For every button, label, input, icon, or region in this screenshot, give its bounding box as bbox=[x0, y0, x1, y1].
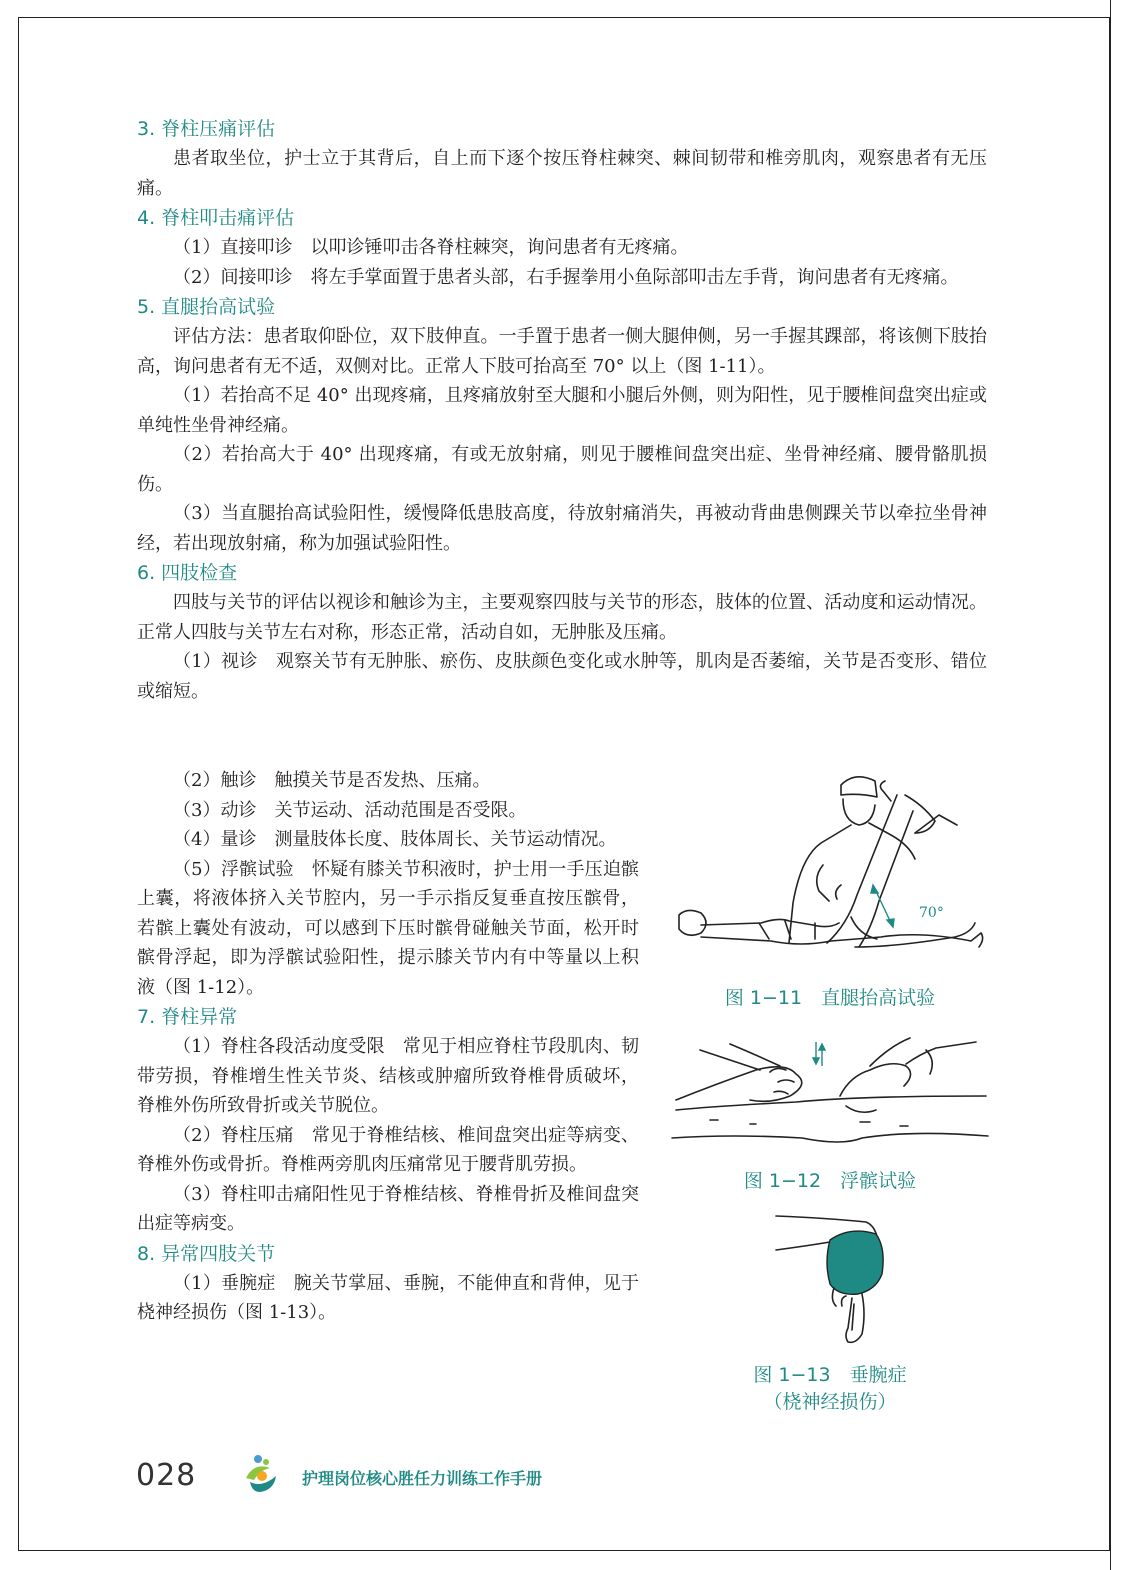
nursing-logo-icon bbox=[240, 1452, 284, 1496]
book-title: 护理岗位核心胜任力训练工作手册 bbox=[302, 1469, 543, 1488]
section-heading-3: 3. 脊柱压痛评估 bbox=[137, 118, 276, 140]
section-heading-4: 4. 脊柱叩击痛评估 bbox=[137, 207, 295, 229]
paragraph: （3）动诊 关节运动、活动范围是否受限。 bbox=[173, 799, 527, 821]
paragraph: （2）脊柱压痛 常见于脊椎结核、椎间盘突出症等病变、脊椎外伤或骨折。脊椎两旁肌肉压痛常见于腰背肌劳损。 bbox=[137, 1124, 639, 1175]
figure-1-13-caption-line2: （桡神经损伤） bbox=[763, 1391, 897, 1413]
narrow-text-column bbox=[137, 766, 639, 1328]
paragraph: （1）视诊 观察关节有无肿胀、瘀伤、皮肤颜色变化或水肿等，肌肉是否萎缩，关节是否变形、错位或缩短。 bbox=[137, 651, 987, 702]
paragraph: 患者取坐位，护士立于其背后，自上而下逐个按压脊柱棘突、棘间韧带和椎旁肌肉，观察患者有无压痛。 bbox=[137, 148, 987, 199]
paragraph: （1）直接叩诊 以叩诊锤叩击各脊柱棘突，询问患者有无疼痛。 bbox=[173, 237, 689, 258]
paragraph: 四肢与关节的评估以视诊和触诊为主，主要观察四肢与关节的形态，肢体的位置、活动度和运动情况。正常人四肢与关节左右对称，形态正常，活动自如，无肿胀及压痛。 bbox=[137, 592, 987, 643]
paragraph: （1）垂腕症 腕关节掌屈、垂腕，不能伸直和背伸，见于桡神经损伤（图 1-13）。 bbox=[137, 1272, 639, 1323]
section-heading-7: 7. 脊柱异常 bbox=[137, 1006, 238, 1028]
page-edge-rule bbox=[1110, 0, 1111, 1570]
paragraph: （2）间接叩诊 将左手掌面置于患者头部，右手握拳用小鱼际部叩击左手背，询问患者有无疼痛。 bbox=[173, 266, 959, 288]
paragraph: （4）量诊 测量肢体长度、肢体周长、关节运动情况。 bbox=[173, 829, 617, 850]
figure-1-13-caption bbox=[700, 1362, 960, 1416]
section-heading-5: 5. 直腿抬高试验 bbox=[137, 296, 276, 318]
figure-1-11-caption: 图 1−11 直腿抬高试验 bbox=[724, 987, 936, 1009]
paragraph: （2）若抬高大于 40° 出现疼痛，有或无放射痛，则见于腰椎间盘突出症、坐骨神经痛、腰骨骼肌损伤。 bbox=[137, 444, 987, 495]
angle-label: 70° bbox=[919, 905, 944, 921]
paragraph: （3）当直腿抬高试验阳性，缓慢降低患肢高度，待放射痛消失，再被动背曲患侧踝关节以牵拉坐骨神经，若出现放射痛，称为加强试验阳性。 bbox=[137, 503, 987, 554]
figure-1-13-caption-line1: 图 1−13 垂腕症 bbox=[753, 1364, 907, 1386]
main-text-column bbox=[137, 114, 987, 706]
section-heading-8: 8. 异常四肢关节 bbox=[137, 1242, 276, 1265]
paragraph: （3）脊柱叩击痛阳性见于脊椎结核、脊椎骨折及椎间盘突出症等病变。 bbox=[137, 1183, 639, 1234]
section-heading-6: 6. 四肢检查 bbox=[137, 562, 238, 584]
page-number: 028 bbox=[136, 1458, 197, 1493]
figure-straight-leg-raise bbox=[665, 765, 995, 975]
figure-patella-float-test bbox=[670, 1030, 990, 1160]
paragraph: （5）浮髌试验 怀疑有膝关节积液时，护士用一手压迫髌上囊，将液体挤入关节腔内，另一手示指反复垂直按压髌骨，若髌上囊处有波动，可以感到下压时髌骨碰触关节面，松开时髌骨浮起，即为浮髌试验阳性，提示膝关节内有中等量以上积液（图 1-12）。 bbox=[137, 858, 639, 998]
paragraph: 评估方法：患者取仰卧位，双下肢伸直。一手置于患者一侧大腿伸侧，另一手握其踝部，将该侧下肢抬高，询问患者有无不适，双侧对比。正常人下肢可抬高至 70° 以上（图 1-11）。 bbox=[137, 326, 987, 377]
paragraph: （1）若抬高不足 40° 出现疼痛，且疼痛放射至大腿和小腿后外侧，则为阳性，见于腰椎间盘突出症或单纯性坐骨神经痛。 bbox=[137, 385, 987, 436]
figure-1-12-caption: 图 1−12 浮髌试验 bbox=[743, 1170, 917, 1192]
figure-wrist-drop bbox=[770, 1210, 900, 1350]
paragraph: （1）脊柱各段活动度受限 常见于相应脊柱节段肌肉、韧带劳损，脊椎增生性关节炎、结核或肿瘤所致脊椎骨质破坏，脊椎外伤所致骨折或关节脱位。 bbox=[137, 1036, 639, 1116]
sleeve-cuff bbox=[827, 1231, 883, 1294]
paragraph: （2）触诊 触摸关节是否发热、压痛。 bbox=[173, 770, 491, 791]
